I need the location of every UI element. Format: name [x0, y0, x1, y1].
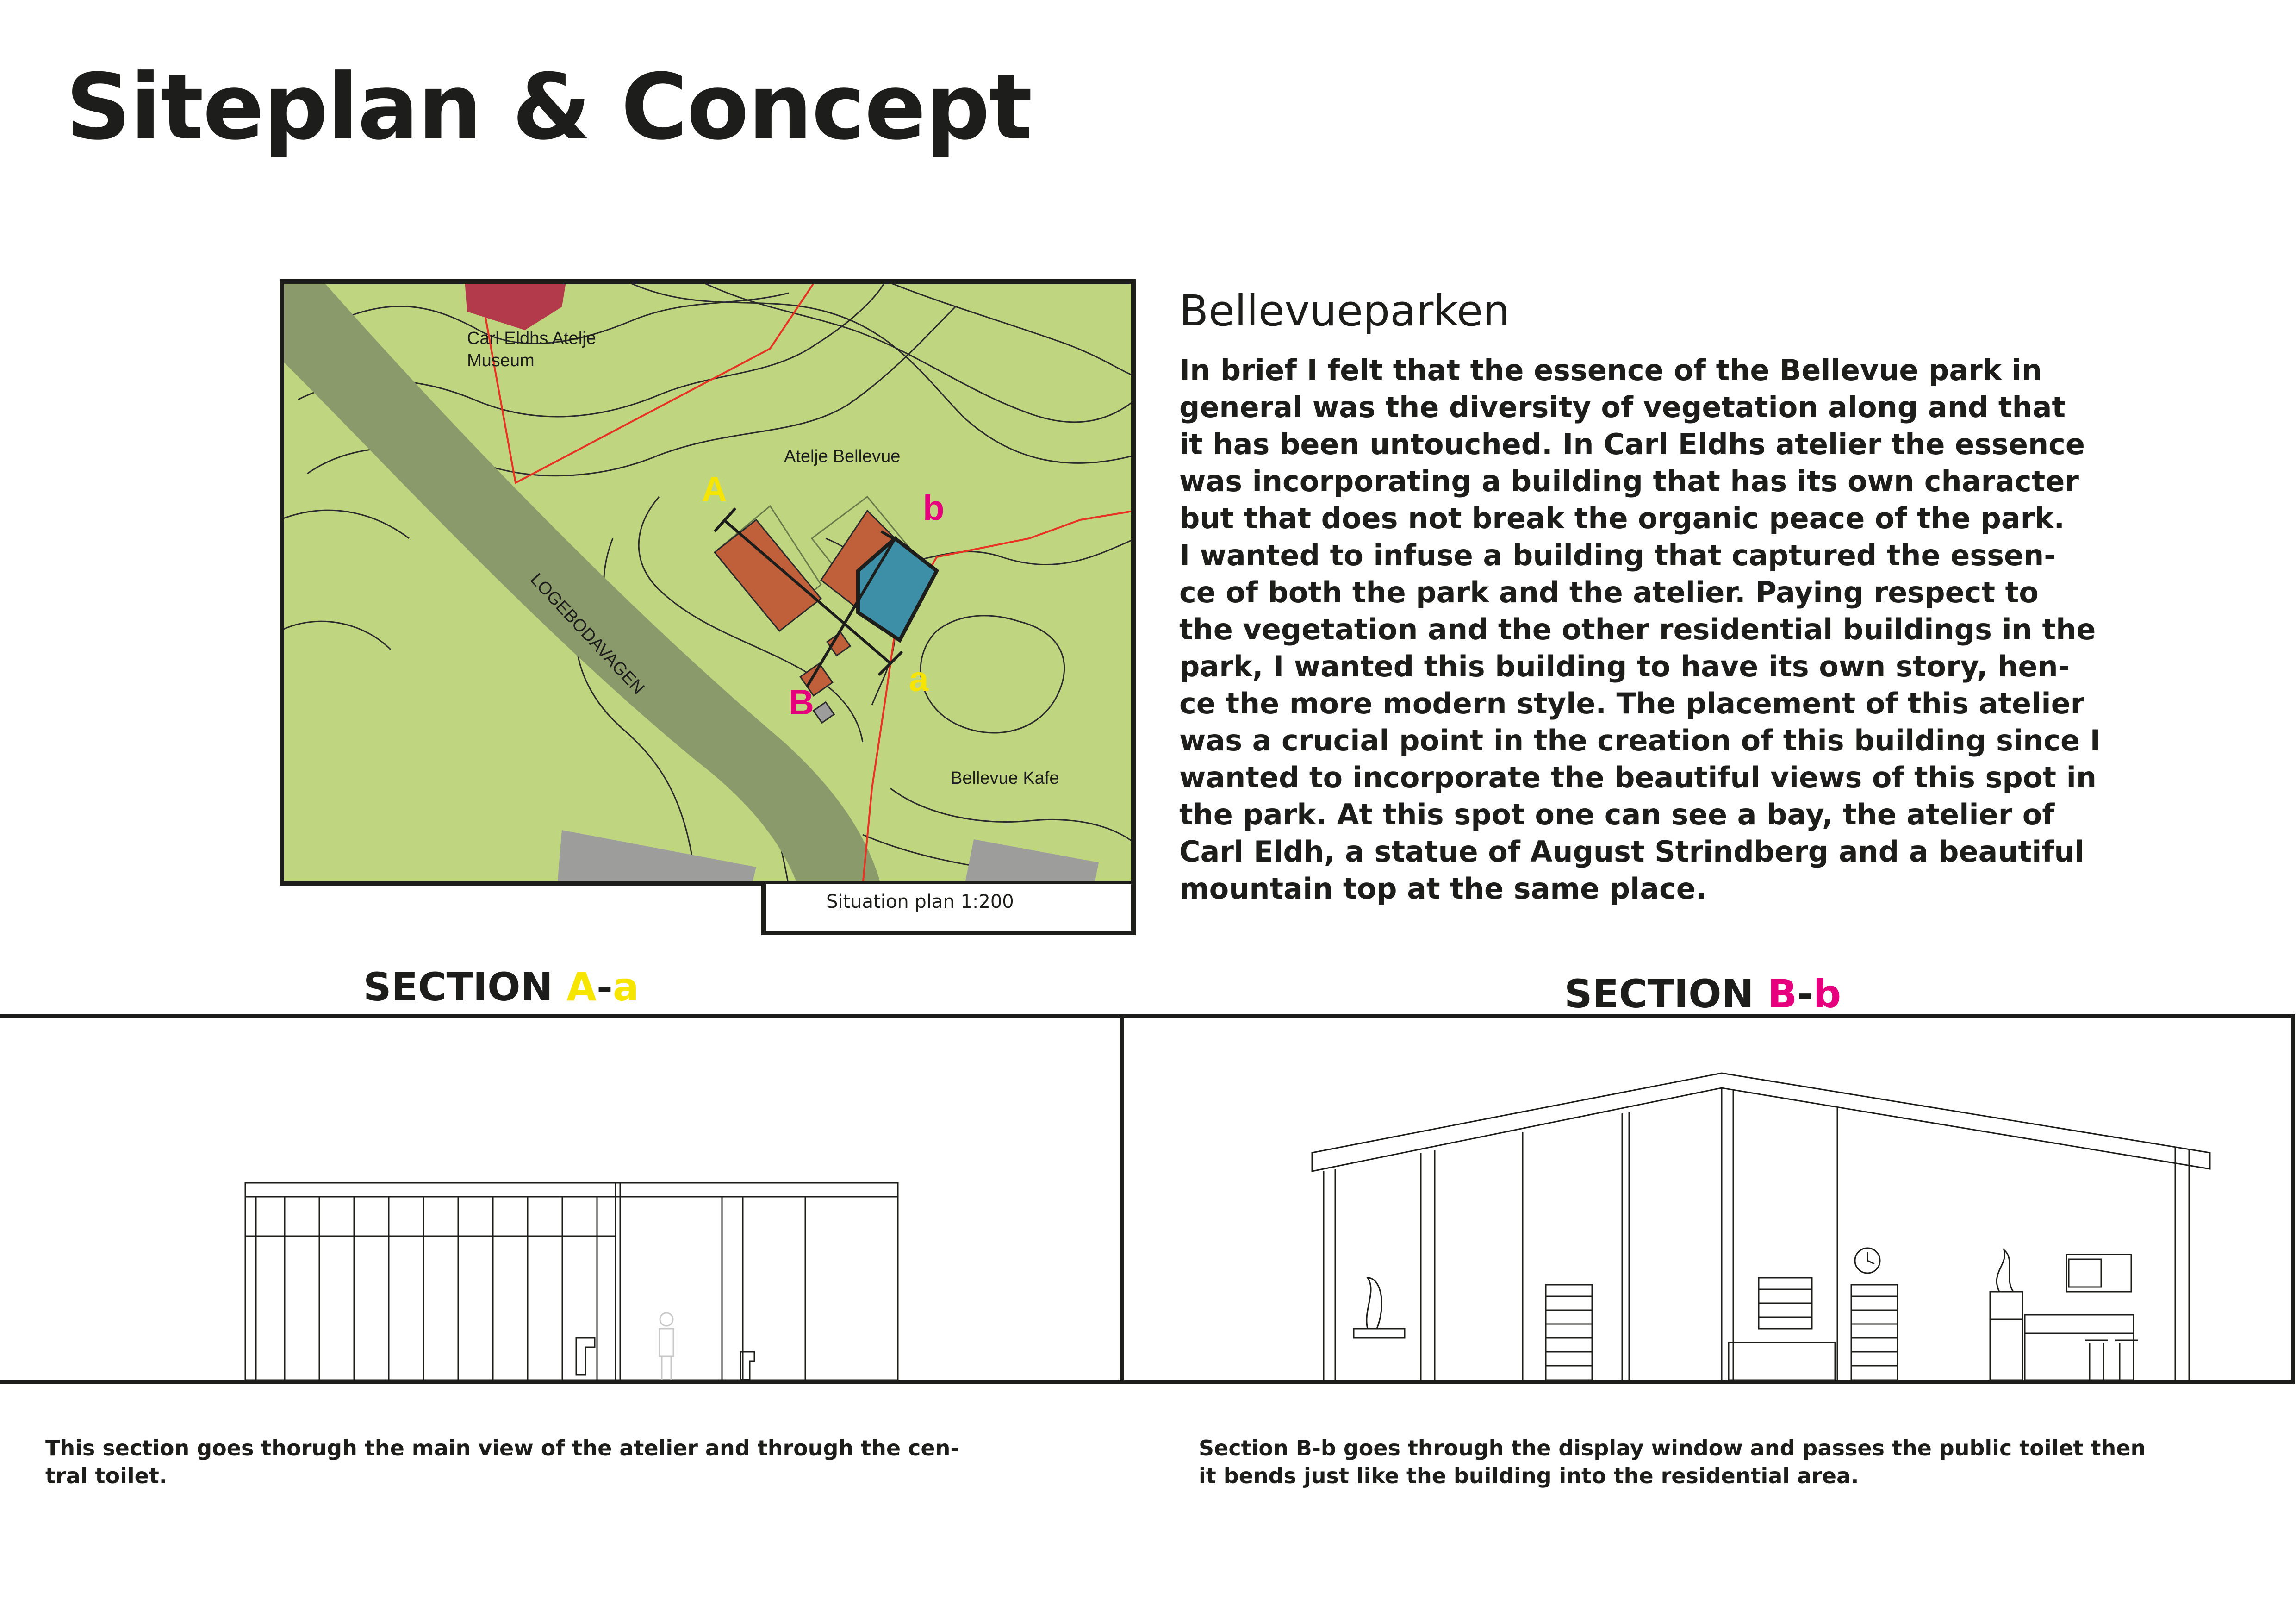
section-a-lower: a	[612, 964, 639, 1010]
section-b-caption-line: Section B-b goes through the display window and passes the public toilet then	[1199, 1436, 2146, 1461]
section-a-caption-line: This section goes thorugh the main view of the atelier and through the cen-	[45, 1436, 959, 1461]
section-a-dash: -	[597, 964, 613, 1010]
intro-line: mountain top at the same place.	[1179, 872, 1707, 906]
section-a-figure	[660, 1313, 673, 1380]
kafe-label: Bellevue Kafe	[951, 768, 1059, 788]
section-a-prefix: SECTION	[363, 964, 567, 1010]
intro-body	[1179, 352, 2101, 907]
museum-label-1: Carl Eldhs Atelje	[467, 329, 596, 348]
marker-b: b	[923, 488, 945, 528]
section-b-dash: -	[1797, 971, 1813, 1017]
section-a-title	[363, 964, 639, 1010]
section-b-title	[1564, 971, 1841, 1017]
atelier-label: Atelje Bellevue	[784, 447, 901, 466]
section-a-upper: A	[566, 964, 597, 1010]
intro-line: the park. At this spot one can see a bay, the atelier of	[1179, 798, 2055, 831]
section-frames	[0, 1016, 2293, 1382]
section-b-prefix: SECTION	[1564, 971, 1768, 1017]
section-a-caption-line: tral toilet.	[45, 1463, 168, 1488]
intro-line: I wanted to infuse a building that captured the essen-	[1179, 538, 2056, 572]
intro-line: it has been untouched. In Carl Eldhs atelier the essence	[1179, 427, 2085, 461]
section-b-caption-line: it bends just like the building into the residential area.	[1199, 1463, 1859, 1488]
intro-line: but that does not break the organic peace of the park.	[1179, 501, 2065, 535]
section-a-caption	[45, 1434, 959, 1490]
intro-line: general was the diversity of vegetation along and that	[1179, 390, 2066, 424]
section-b-caption	[1199, 1434, 2146, 1490]
intro-heading: Bellevueparken	[1179, 286, 1510, 336]
section-b-drawing	[1312, 1073, 2210, 1380]
intro-line: was a crucial point in the creation of this building since I	[1179, 724, 2101, 757]
intro-line: the vegetation and the other residential buildings in the	[1179, 612, 2096, 646]
section-drawings	[0, 1014, 2296, 1389]
section-b-upper: B	[1767, 971, 1798, 1017]
museum-label-2: Museum	[467, 351, 535, 370]
page-title: Siteplan & Concept	[66, 55, 1032, 160]
intro-line: Carl Eldh, a statue of August Strindberg and a beautiful	[1179, 835, 2084, 868]
site-plan	[280, 279, 1136, 886]
section-b-lower: b	[1813, 971, 1842, 1017]
intro-line: park, I wanted this building to have its own story, hen-	[1179, 650, 2070, 683]
marker-a: a	[909, 660, 929, 699]
plan-caption: Situation plan 1:200	[826, 891, 1014, 912]
road-label: LOGEBODAVAGEN	[526, 569, 648, 699]
site-plan-background	[280, 279, 1136, 886]
marker-B: B	[789, 683, 814, 722]
intro-line: ce the more modern style. The placement of this atelier	[1179, 687, 2085, 720]
intro-line: wanted to incorporate the beautiful views of this spot in	[1179, 761, 2097, 794]
intro-line: was incorporating a building that has its own character	[1179, 464, 2079, 498]
intro-line: In brief I felt that the essence of the Bellevue park in	[1179, 353, 2042, 387]
intro-line: ce of both the park and the atelier. Paying respect to	[1179, 575, 2039, 609]
marker-A: A	[702, 470, 727, 509]
section-a-drawing	[245, 1183, 898, 1380]
